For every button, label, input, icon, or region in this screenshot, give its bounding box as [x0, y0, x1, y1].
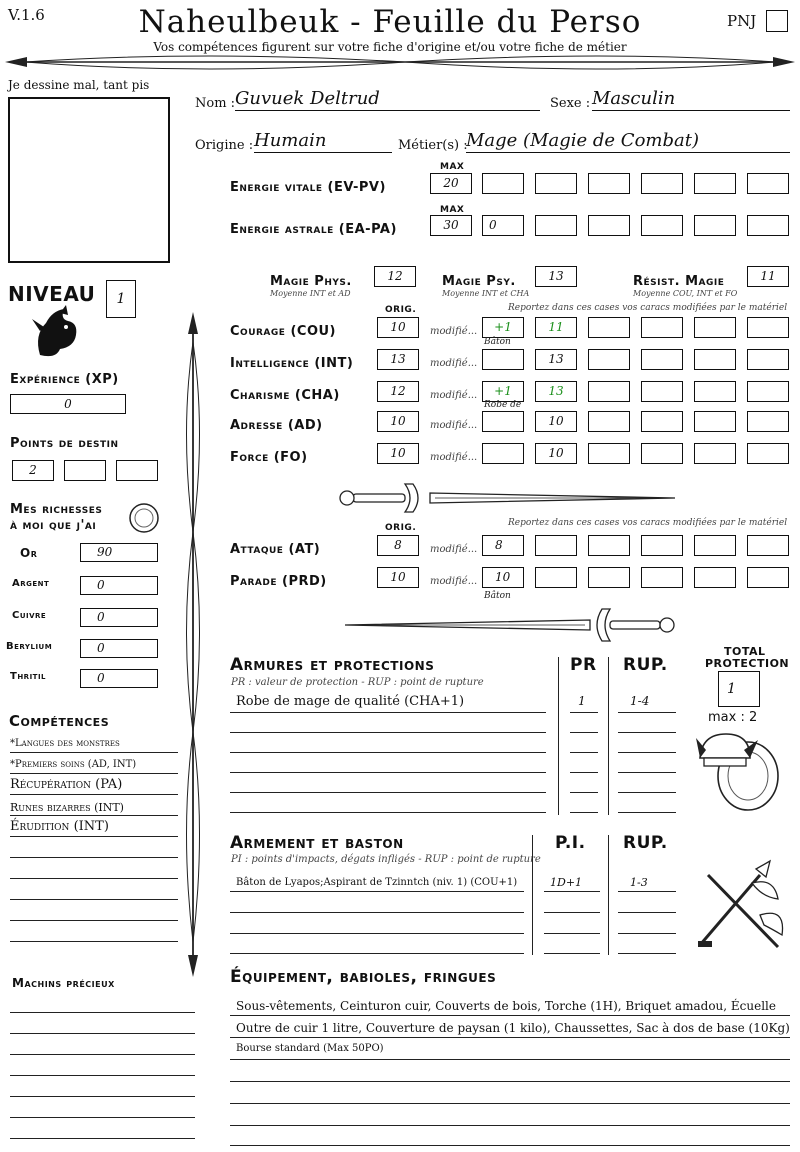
carac-orig-box[interactable]: 10 — [377, 411, 419, 432]
parade-box[interactable] — [694, 567, 736, 588]
metier-label: Métier(s) : — [398, 138, 468, 153]
ev-label: Energie vitale (EV-PV) — [230, 180, 386, 195]
carac-box[interactable] — [588, 317, 630, 338]
machins-line — [10, 1096, 195, 1097]
portrait-caption: Je dessine mal, tant pis — [8, 78, 150, 92]
sexe-field[interactable]: Masculin — [592, 88, 790, 111]
carac-box[interactable] — [641, 443, 683, 464]
carac-box[interactable] — [694, 317, 736, 338]
parade-label: Parade (PRD) — [230, 574, 327, 589]
carac-orig-label: ORIG. — [385, 305, 417, 315]
competence-line — [10, 836, 178, 837]
resist-magie-box[interactable]: 11 — [747, 266, 789, 287]
competence-line — [10, 752, 178, 753]
equipment-line — [230, 1037, 790, 1038]
sexe-label: Sexe : — [550, 96, 591, 111]
ea-current-box[interactable]: 0 — [482, 215, 524, 236]
armor-line — [230, 792, 546, 793]
equipment-line — [230, 1103, 790, 1104]
armor-line — [230, 752, 546, 753]
portrait-frame[interactable] — [8, 97, 170, 263]
modifie-label: modifié... — [430, 576, 478, 587]
armor-pr-header: PR — [570, 655, 597, 675]
carac-mod-note: Robe de — [484, 400, 522, 410]
armor-line — [618, 732, 676, 733]
max-protection-label: max : 2 — [708, 710, 758, 725]
armor-title: Armures et protections — [230, 655, 435, 675]
equipment-line — [230, 1015, 790, 1016]
weapon-rup[interactable]: 1-3 — [630, 876, 648, 889]
competence-line — [10, 815, 178, 816]
machins-label: Machins précieux — [12, 976, 115, 990]
armor-note: PR : valeur de protection - RUP : point de rupture — [231, 677, 484, 688]
equipment-line-text[interactable]: Sous-vêtements, Ceinturon cuir, Couverts de bois, Torche (1H), Briquet amadou, Écuelle — [236, 999, 776, 1013]
machins-line — [10, 1117, 195, 1118]
weapon-name[interactable]: Bâton de Lyapos;Aspirant de Tzinntch (niv. 1) (COU+1) — [236, 877, 518, 888]
modifie-label: modifié... — [430, 544, 478, 555]
armor-line — [230, 772, 546, 773]
parade-note: Bâton — [484, 591, 511, 601]
ea-box[interactable] — [641, 215, 683, 236]
equipment-line — [230, 1081, 790, 1082]
competence-line — [10, 920, 178, 921]
sword-icon — [340, 605, 680, 645]
equipment-line — [230, 1059, 790, 1060]
argent-label: Argent — [12, 578, 50, 589]
ev-box[interactable] — [535, 173, 577, 194]
origine-field[interactable]: Humain — [254, 130, 392, 153]
richesses-label-2: à moi que j'ai — [10, 518, 97, 533]
carac-mod-box[interactable]: +1 — [482, 381, 524, 402]
metier-field[interactable]: Mage (Magie de Combat) — [466, 130, 790, 153]
carac-label: Courage (COU) — [230, 324, 336, 339]
competence-line — [10, 857, 178, 858]
carac-label: Intelligence (INT) — [230, 356, 354, 371]
carac-box[interactable] — [641, 411, 683, 432]
dragon-icon — [30, 305, 82, 363]
competence-line — [10, 941, 178, 942]
modifie-label: modifié... — [430, 326, 478, 337]
carac-orig-box[interactable]: 10 — [377, 443, 419, 464]
ea-box[interactable] — [694, 215, 736, 236]
armor-line — [570, 732, 598, 733]
nom-label: Nom : — [195, 96, 236, 111]
nom-field[interactable]: Guvuek Deltrud — [235, 88, 540, 111]
machins-line — [10, 1075, 195, 1076]
thritil-box[interactable]: 0 — [80, 669, 158, 688]
magie-psy-label: Magie Psy. — [442, 274, 516, 289]
armor-line — [230, 812, 546, 813]
armor-line — [570, 712, 598, 713]
carac-box[interactable] — [588, 349, 630, 370]
carac-orig-box[interactable]: 13 — [377, 349, 419, 370]
armor-line — [230, 732, 546, 733]
armor-line — [618, 812, 676, 813]
parade-orig-box[interactable]: 10 — [377, 567, 419, 588]
carac-box[interactable] — [747, 443, 789, 464]
carac-mod-box[interactable] — [482, 349, 524, 370]
carac-mod-box[interactable] — [482, 443, 524, 464]
total-protection-label-2: PROTECTION — [705, 657, 790, 670]
weapon-line — [544, 912, 600, 913]
weapon-line — [618, 933, 676, 934]
weapon-line — [618, 912, 676, 913]
weapons-col-divider — [532, 835, 533, 955]
ev-box[interactable] — [641, 173, 683, 194]
competence-item[interactable]: *Langues des monstres — [10, 738, 120, 749]
weapons-pi-header: P.I. — [555, 833, 586, 853]
ev-max-box[interactable]: 20 — [430, 173, 472, 194]
thritil-label: Thritil — [10, 671, 47, 682]
total-protection-label: TOTAL — [724, 645, 766, 658]
weapon-line — [230, 953, 524, 954]
carac-value-box[interactable]: 13 — [535, 381, 577, 402]
magie-psy-note: Moyenne INT et CHA — [442, 289, 530, 298]
attaque-orig-box[interactable]: 8 — [377, 535, 419, 556]
combat-orig-label: ORIG. — [385, 523, 417, 533]
destin-box[interactable]: 2 — [12, 460, 54, 481]
carac-box[interactable] — [641, 381, 683, 402]
attaque-label: Attaque (AT) — [230, 542, 321, 557]
equipment-line-text[interactable]: Bourse standard (Max 50PO) — [236, 1043, 384, 1054]
ea-max-box[interactable]: 30 — [430, 215, 472, 236]
destin-box[interactable] — [116, 460, 158, 481]
competence-item[interactable]: *Premiers soins (AD, INT) — [10, 759, 137, 770]
carac-label: Charisme (CHA) — [230, 388, 340, 403]
armor-line — [570, 752, 598, 753]
parade-box[interactable] — [641, 567, 683, 588]
carac-label: Force (FO) — [230, 450, 308, 465]
armor-line — [618, 772, 676, 773]
destin-box[interactable] — [64, 460, 106, 481]
attaque-value-box[interactable]: 8 — [482, 535, 524, 556]
ea-box[interactable] — [535, 215, 577, 236]
magie-psy-box[interactable]: 13 — [535, 266, 577, 287]
equipment-line — [230, 1145, 790, 1146]
attaque-box[interactable] — [588, 535, 630, 556]
or-label: Or — [20, 546, 38, 560]
modifie-label: modifié... — [430, 358, 478, 369]
armor-rup-header: RUP. — [623, 655, 668, 675]
niveau-box[interactable]: 1 — [106, 280, 136, 318]
weapon-line — [230, 933, 524, 934]
attaque-box[interactable] — [694, 535, 736, 556]
ev-max-label: MAX — [440, 162, 465, 172]
destin-label: Points de destin — [10, 436, 119, 451]
carac-box[interactable] — [747, 349, 789, 370]
argent-box[interactable]: 0 — [80, 576, 158, 595]
weapon-line — [544, 953, 600, 954]
armor-line — [570, 792, 598, 793]
carac-box[interactable] — [694, 349, 736, 370]
spear-divider-icon — [5, 52, 795, 76]
armor-name[interactable]: Robe de mage de qualité (CHA+1) — [236, 694, 465, 709]
sheet-subtitle: Vos compétences figurent sur votre fiche d'origine et/ou votre fiche de métier — [153, 40, 627, 54]
equipment-line — [230, 1125, 790, 1126]
machins-line — [10, 1054, 195, 1055]
coin-icon — [128, 502, 160, 534]
carac-box[interactable] — [588, 381, 630, 402]
machins-line — [10, 1033, 195, 1034]
xp-label: Expérience (XP) — [10, 372, 119, 387]
weapons-col-divider — [608, 835, 609, 955]
machins-line — [10, 1138, 195, 1139]
armor-pr[interactable]: 1 — [578, 694, 586, 708]
carac-value-box[interactable]: 10 — [535, 411, 577, 432]
machins-line — [10, 1012, 195, 1013]
carac-box[interactable] — [588, 411, 630, 432]
ev-box[interactable] — [694, 173, 736, 194]
weapons-rup-header: RUP. — [623, 833, 668, 853]
carac-box[interactable] — [641, 317, 683, 338]
armor-rup[interactable]: 1-4 — [630, 694, 650, 708]
carac-value-box[interactable]: 11 — [535, 317, 577, 338]
carac-box[interactable] — [747, 381, 789, 402]
armor-line — [618, 752, 676, 753]
attaque-box[interactable] — [535, 535, 577, 556]
magie-phys-label: Magie Phys. — [270, 274, 352, 289]
berylium-box[interactable]: 0 — [80, 639, 158, 658]
or-box[interactable]: 90 — [80, 543, 158, 562]
helmet-shield-icon — [692, 724, 784, 816]
pnj-checkbox[interactable] — [766, 10, 788, 32]
ev-box[interactable] — [588, 173, 630, 194]
carac-mod-note: Bâton — [484, 337, 511, 347]
carac-box[interactable] — [641, 349, 683, 370]
sword-icon — [335, 478, 685, 518]
competence-line — [10, 878, 178, 879]
ev-box[interactable] — [747, 173, 789, 194]
carac-note: Reportez dans ces cases vos caracs modifiées par le matériel — [508, 303, 788, 313]
parade-box[interactable] — [747, 567, 789, 588]
armor-line — [618, 792, 676, 793]
equipment-line-text[interactable]: Outre de cuir 1 litre, Couverture de paysan (1 kilo), Chaussettes, Sac à dos de base (10Kg) — [236, 1021, 790, 1035]
armor-col-divider — [558, 657, 559, 815]
magie-phys-box[interactable]: 12 — [374, 266, 416, 287]
equipment-title: Équipement, babioles, fringues — [230, 967, 497, 987]
cuivre-box[interactable]: 0 — [80, 608, 158, 627]
modifie-label: modifié... — [430, 420, 478, 431]
weapon-pi[interactable]: 1D+1 — [550, 876, 583, 889]
xp-box[interactable]: 0 — [10, 394, 126, 414]
berylium-label: Berylium — [6, 641, 53, 652]
carac-box[interactable] — [694, 381, 736, 402]
richesses-label: Mes richesses — [10, 502, 103, 517]
carac-box[interactable] — [694, 411, 736, 432]
competence-item[interactable]: Runes bizarres (INT) — [10, 801, 124, 814]
combat-note: Reportez dans ces cases vos caracs modifiées par le matériel — [508, 518, 788, 528]
attaque-box[interactable] — [641, 535, 683, 556]
competence-item[interactable]: Récupération (PA) — [10, 777, 123, 792]
version-label: V.1.6 — [8, 6, 45, 24]
carac-mod-box[interactable] — [482, 411, 524, 432]
parade-box[interactable] — [588, 567, 630, 588]
weapon-line — [544, 933, 600, 934]
ea-box[interactable] — [747, 215, 789, 236]
crossed-weapons-icon — [690, 855, 790, 955]
armor-line — [570, 812, 598, 813]
weapon-line — [618, 891, 676, 892]
cuivre-label: Cuivre — [12, 610, 47, 621]
competence-line — [10, 794, 178, 795]
parade-value-box[interactable]: 10 — [482, 567, 524, 588]
modifie-label: modifié... — [430, 452, 478, 463]
resist-magie-label: Résist. Magie — [633, 274, 725, 289]
pnj-label: PNJ — [727, 12, 757, 30]
sheet-title: Naheulbeuk - Feuille du Perso — [138, 4, 642, 40]
modifie-label: modifié... — [430, 390, 478, 401]
weapon-line — [544, 891, 600, 892]
vertical-spear-icon — [178, 312, 208, 977]
weapon-line — [230, 891, 524, 892]
armor-line — [618, 712, 676, 713]
armor-line — [570, 772, 598, 773]
weapon-line — [618, 953, 676, 954]
magie-phys-note: Moyenne INT et AD — [270, 289, 351, 298]
competence-line — [10, 773, 178, 774]
ea-label: Energie astrale (EA-PA) — [230, 222, 397, 237]
resist-magie-note: Moyenne COU, INT et FO — [633, 289, 738, 298]
competence-line — [10, 899, 178, 900]
carac-orig-box[interactable]: 10 — [377, 317, 419, 338]
ea-max-label: MAX — [440, 205, 465, 215]
carac-orig-box[interactable]: 12 — [377, 381, 419, 402]
competence-item[interactable]: Érudition (INT) — [10, 819, 109, 834]
carac-label: Adresse (AD) — [230, 418, 323, 433]
carac-box[interactable] — [747, 317, 789, 338]
carac-mod-box[interactable]: +1 — [482, 317, 524, 338]
ev-current-box[interactable] — [482, 173, 524, 194]
total-protection-box[interactable]: 1 — [718, 671, 760, 707]
weapon-line — [230, 912, 524, 913]
weapons-note: PI : points d'impacts, dégats infligés - RUP : point de rupture — [231, 854, 541, 865]
carac-box[interactable] — [588, 443, 630, 464]
carac-box[interactable] — [747, 411, 789, 432]
carac-value-box[interactable]: 13 — [535, 349, 577, 370]
ea-box[interactable] — [588, 215, 630, 236]
parade-box[interactable] — [535, 567, 577, 588]
origine-label: Origine : — [195, 138, 254, 153]
carac-value-box[interactable]: 10 — [535, 443, 577, 464]
carac-box[interactable] — [694, 443, 736, 464]
armor-line — [230, 712, 546, 713]
competences-label: Compétences — [9, 712, 110, 730]
attaque-box[interactable] — [747, 535, 789, 556]
weapons-title: Armement et baston — [230, 833, 404, 853]
armor-col-divider — [608, 657, 609, 815]
niveau-label: NIVEAU — [8, 282, 96, 306]
